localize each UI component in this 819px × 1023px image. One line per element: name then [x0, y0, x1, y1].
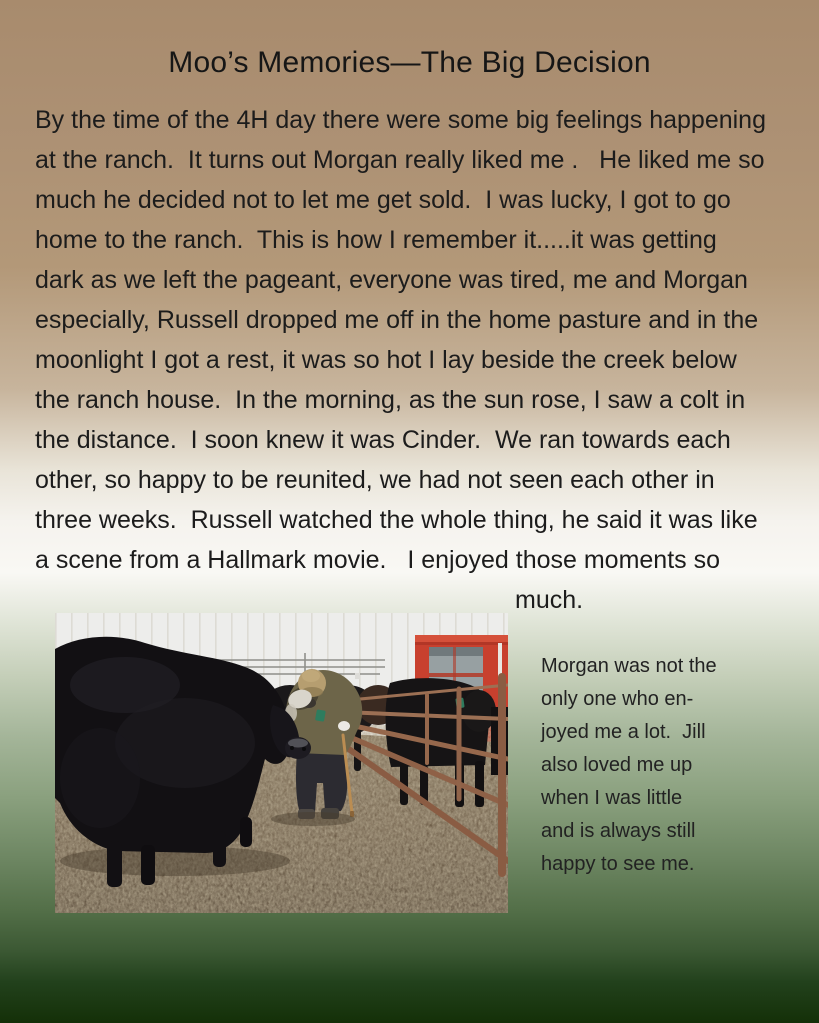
page-title: Moo’s Memories—The Big Decision: [168, 46, 651, 79]
caption-line: joyed me a lot. Jill: [541, 721, 706, 743]
story-line: at the ranch. It turns out Morgan really liked me . He liked me so: [35, 146, 765, 174]
caption-line: Morgan was not the: [541, 655, 717, 677]
story-line: a scene from a Hallmark movie. I enjoyed those moments so: [35, 546, 721, 574]
right-glove: [338, 721, 350, 731]
story-line: dark as we left the pageant, everyone was tired, me and Morgan: [35, 266, 748, 294]
story-line: home to the ranch. This is how I remember it.....it was getting: [35, 226, 717, 254]
green-ear-tag: [315, 709, 326, 721]
story-line: the distance. I soon knew it was Cinder. We ran towards each: [35, 426, 731, 454]
story-line: much.: [515, 586, 584, 614]
story-line: three weeks. Russell watched the whole thing, he said it was like: [35, 506, 758, 534]
ranch-photo: [55, 613, 508, 913]
story-line: By the time of the 4H day there were some big feelings happening: [35, 106, 766, 134]
person-shadow: [271, 812, 355, 826]
story-line: much he decided not to let me get sold. I was lucky, I got to go: [35, 186, 731, 214]
story-line: the ranch house. In the morning, as the sun rose, I saw a colt in: [35, 386, 746, 414]
caption-line: happy to see me.: [541, 853, 695, 875]
caption-line: and is always still: [541, 820, 696, 842]
story-line: other, so happy to be reunited, we had not seen each other in: [35, 466, 715, 494]
story-paragraph: [35, 100, 766, 620]
story-line: moonlight I got a rest, it was so hot I lay beside the creek below: [35, 346, 737, 374]
caption-line: when I was little: [541, 787, 683, 809]
caption-line: only one who en-: [541, 688, 694, 710]
ranch-photo-graphic: [55, 613, 508, 913]
story-line: especially, Russell dropped me off in the home pasture and in the: [35, 306, 759, 334]
caption-line: also loved me up: [541, 754, 693, 776]
photo-caption: [541, 650, 717, 881]
